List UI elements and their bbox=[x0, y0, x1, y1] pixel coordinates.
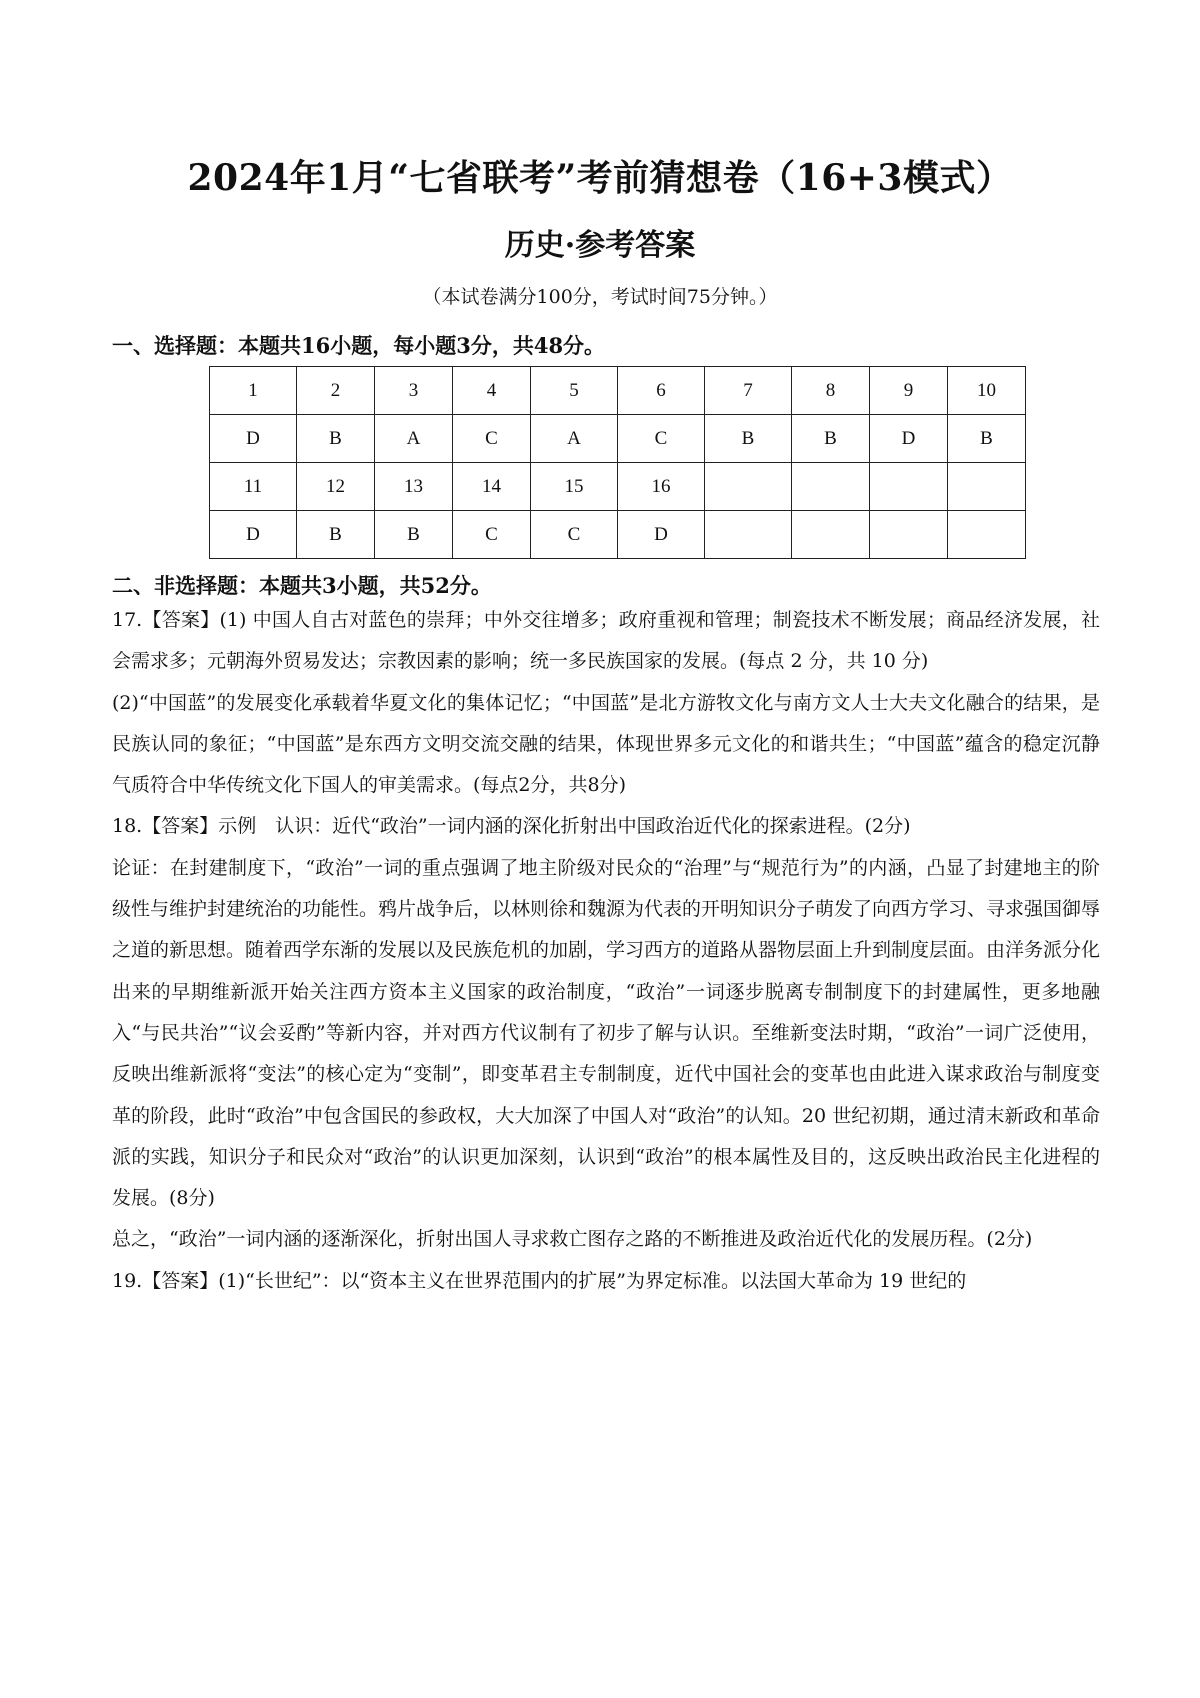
table-cell: B bbox=[705, 415, 792, 463]
q19-answer-part1: 19.【答案】(1)“长世纪”：以“资本主义在世界范围内的扩展”为界定标准。以法国大革命为 19 世纪的 bbox=[112, 1269, 967, 1292]
table-cell: D bbox=[210, 511, 297, 559]
page-title: 2024年1月“七省联考”考前猜想卷（16+3模式） bbox=[187, 157, 1013, 199]
question-number-row bbox=[210, 367, 1026, 415]
table-cell bbox=[792, 463, 870, 511]
table-cell: C bbox=[453, 511, 531, 559]
exam-note: （本试卷满分100分，考试时间75分钟。） bbox=[422, 286, 778, 308]
table-cell bbox=[705, 463, 792, 511]
table-cell: 15 bbox=[531, 463, 618, 511]
table-cell: D bbox=[210, 415, 297, 463]
question-number-row bbox=[210, 463, 1026, 511]
q18-answer-argument: 论证：在封建制度下，“政治”一词的重点强调了地主阶级对民众的“治理”与“规范行为”的内涵，凸显了封建地主的阶级性与维护封建统治的功能性。鸦片战争后，以林则徐和魏源为代表的开明知识分子萌发了向西方学习、寻求强国御辱之道的新思想。随着西学东渐的发展以及民族危机的加剧，学习西方的道路从器物层面上升到制度层面。由洋务派分化出来的早期维新派开始关注西方资本主义国家的政治制度，“政治”一词逐步脱离专制制度下的封建属性，更多地融入“与民共治”“议会妥酌”等新内容，并对西方代议制有了初步了解与认识。至维新变法时期，“政治”一词广泛使用，反映出维新派将“变法”的核心定为“变制”，即变革君主专制制度，近代中国社会的变革也由此进入谋求政治与制度变革的阶段，此时“政治”中包含国民的参政权，大大加深了中国人对“政治”的认知。20 世纪初期，通过清末新政和革命派的实践，知识分子和民众对“政治”的认识更加深刻，认识到“政治”的根本属性及目的，这反映出政治民主化进程的发展。(8分) bbox=[112, 856, 1101, 1210]
table-cell: B bbox=[297, 415, 375, 463]
q17-answer-part1: 17.【答案】(1) 中国人自古对蓝色的崇拜；中外交往增多；政府重视和管理；制瓷技术不断发展；商品经济发展，社会需求多；元朝海外贸易发达；宗教因素的影响；统一多民族国家的发展。(每点 2 分，共 10 分) bbox=[112, 609, 1100, 673]
table-cell: D bbox=[870, 415, 948, 463]
q18-answer-view: 18.【答案】示例 认识：近代“政治”一词内涵的深化折射出中国政治近代化的探索进程。(2分) bbox=[112, 815, 911, 838]
table-cell: 11 bbox=[210, 463, 297, 511]
table-cell bbox=[792, 511, 870, 559]
table-cell bbox=[948, 511, 1026, 559]
table-cell bbox=[948, 463, 1026, 511]
answer-table bbox=[209, 366, 1026, 559]
table-cell: 14 bbox=[453, 463, 531, 511]
table-cell: 13 bbox=[375, 463, 453, 511]
table-cell: 10 bbox=[948, 367, 1026, 415]
section1-heading: 一、选择题：本题共16小题，每小题3分，共48分。 bbox=[112, 333, 606, 358]
table-cell: B bbox=[792, 415, 870, 463]
table-cell: B bbox=[375, 511, 453, 559]
table-cell: D bbox=[618, 511, 705, 559]
table-cell: 9 bbox=[870, 367, 948, 415]
table-cell: 2 bbox=[297, 367, 375, 415]
table-cell: 5 bbox=[531, 367, 618, 415]
table-cell bbox=[870, 511, 948, 559]
section2-heading: 二、非选择题：本题共3小题，共52分。 bbox=[112, 573, 492, 598]
answer-letter-row bbox=[210, 415, 1026, 463]
table-cell: 3 bbox=[375, 367, 453, 415]
table-cell: C bbox=[453, 415, 531, 463]
table-cell bbox=[870, 463, 948, 511]
table-cell: 12 bbox=[297, 463, 375, 511]
table-cell: 8 bbox=[792, 367, 870, 415]
answer-letter-row bbox=[210, 511, 1026, 559]
table-cell: C bbox=[531, 511, 618, 559]
table-cell: 6 bbox=[618, 367, 705, 415]
q17-answer-part2: (2)“中国蓝”的发展变化承载着华夏文化的集体记忆；“中国蓝”是北方游牧文化与南方文人士大夫文化融合的结果，是民族认同的象征；“中国蓝”是东西方文明交流交融的结果，体现世界多元文化的和谐共生；“中国蓝”蕴含的稳定沉静气质符合中华传统文化下国人的审美需求。(每点2分，共8分) bbox=[112, 691, 1100, 797]
q18-answer-conclusion: 总之，“政治”一词内涵的逐渐深化，折射出国人寻求救亡图存之路的不断推进及政治近代化的发展历程。(2分) bbox=[112, 1228, 1033, 1251]
table-cell: 16 bbox=[618, 463, 705, 511]
table-cell: A bbox=[375, 415, 453, 463]
page-subtitle: 历史·参考答案 bbox=[504, 228, 696, 263]
table-cell: A bbox=[531, 415, 618, 463]
table-cell bbox=[705, 511, 792, 559]
table-cell: 1 bbox=[210, 367, 297, 415]
answer-body bbox=[112, 600, 1100, 1302]
table-cell: 7 bbox=[705, 367, 792, 415]
table-cell: C bbox=[618, 415, 705, 463]
table-cell: B bbox=[297, 511, 375, 559]
table-cell: B bbox=[948, 415, 1026, 463]
table-cell: 4 bbox=[453, 367, 531, 415]
